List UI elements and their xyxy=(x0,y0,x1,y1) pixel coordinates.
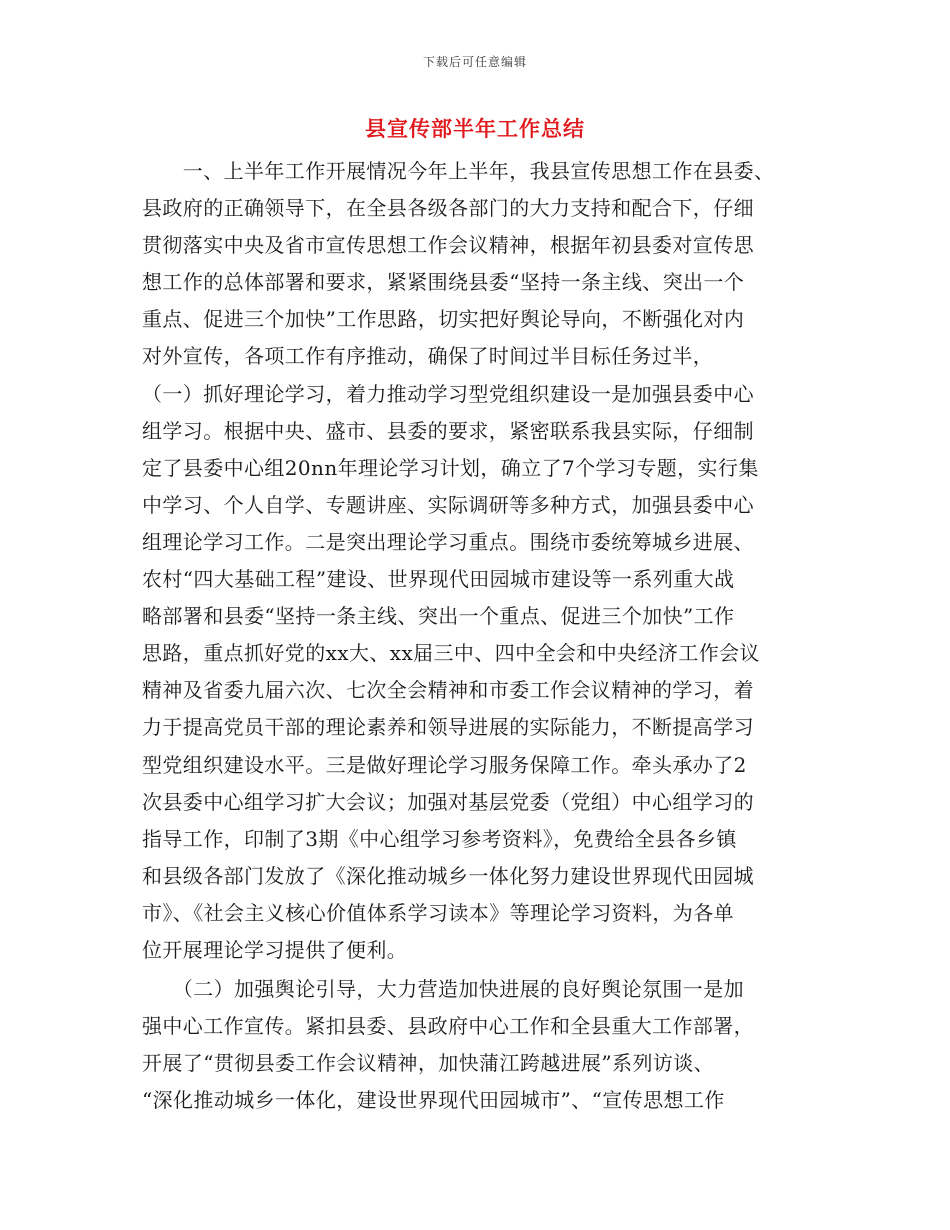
document-body xyxy=(142,153,810,1119)
text-line: 重点、促进三个加快”工作思路，切实把好舆论导向，不断强化对内 xyxy=(142,307,745,332)
text-line: 力于提高党员干部的理论素养和领导进展的实际能力，不断提高学习 xyxy=(142,715,754,740)
text-line: 中学习、个人自学、专题讲座、实际调研等多种方式，加强县委中心 xyxy=(142,492,754,517)
text-line: 思路，重点抓好党的xx大、xx届三中、四中全会和中央经济工作会议 xyxy=(142,641,760,666)
text-line: 组理论学习工作。二是突出理论学习重点。围绕市委统筹城乡进展、 xyxy=(142,529,754,554)
text-line: 型党组织建设水平。三是做好理论学习服务保障工作。牵头承办了2 xyxy=(142,752,747,777)
text-line: “深化推动城乡一体化，建设世界现代田园城市”、“宣传思想工作 xyxy=(142,1088,725,1113)
text-line: 精神及省委九届六次、七次全会精神和市委工作会议精神的学习，着 xyxy=(142,678,754,703)
text-line: 指导工作，印制了3期《中心组学习参考资料》，免费给全县各乡镇 xyxy=(142,826,737,851)
text-line: 贯彻落实中央及省市宣传思想工作会议精神，根据年初县委对宣传思 xyxy=(142,233,754,258)
text-line: 农村“四大基础工程”建设、世界现代田园城市建设等一系列重大战 xyxy=(142,567,735,592)
text-line: 略部署和县委“坚持一条主线、突出一个重点、促进三个加快”工作 xyxy=(142,604,735,629)
text-line: 位开展理论学习提供了便利。 xyxy=(142,937,408,962)
paragraph-1 xyxy=(142,153,810,969)
document-title: 县宣传部半年工作总结 xyxy=(365,116,585,141)
text-line: 次县委中心组学习扩大会议；加强对基层党委（党组）中心组学习的 xyxy=(142,789,754,814)
text-line: （一）抓好理论学习，着力推动学习型党组织建设一是加强县委中心 xyxy=(142,381,754,406)
text-line: 定了县委中心组20nn年理论学习计划，确立了7个学习专题，实行集 xyxy=(142,455,759,480)
paragraph-2 xyxy=(142,971,810,1119)
text-line: 组学习。根据中央、盛市、县委的要求，紧密联系我县实际，仔细制 xyxy=(142,418,754,443)
text-line: （二）加强舆论引导，大力营造加快进展的良好舆论氛围一是加 xyxy=(142,977,744,1002)
header-note: 下载后可任意编辑 xyxy=(422,55,527,69)
text-line: 对外宣传，各项工作有序推动，确保了时间过半目标任务过半， xyxy=(142,344,714,369)
text-line: 强中心工作宣传。紧扣县委、县政府中心工作和全县重大工作部署， xyxy=(142,1014,754,1039)
text-line: 想工作的总体部署和要求，紧紧围绕县委“坚持一条主线、突出一个 xyxy=(142,270,745,295)
text-line: 县政府的正确领导下，在全县各级各部门的大力支持和配合下，仔细 xyxy=(142,196,754,221)
text-line: 和县级各部门发放了《深化推动城乡一体化努力建设世界现代田园城 xyxy=(142,863,754,888)
text-line: 一、上半年工作开展情况今年上半年，我县宣传思想工作在县委、 xyxy=(142,159,775,183)
text-line: 开展了“贯彻县委工作会议精神，加快蒲江跨越进展”系列访谈、 xyxy=(142,1051,715,1076)
text-line: 市》、《社会主义核心价值体系学习读本》等理论学习资料，为各单 xyxy=(142,900,734,925)
